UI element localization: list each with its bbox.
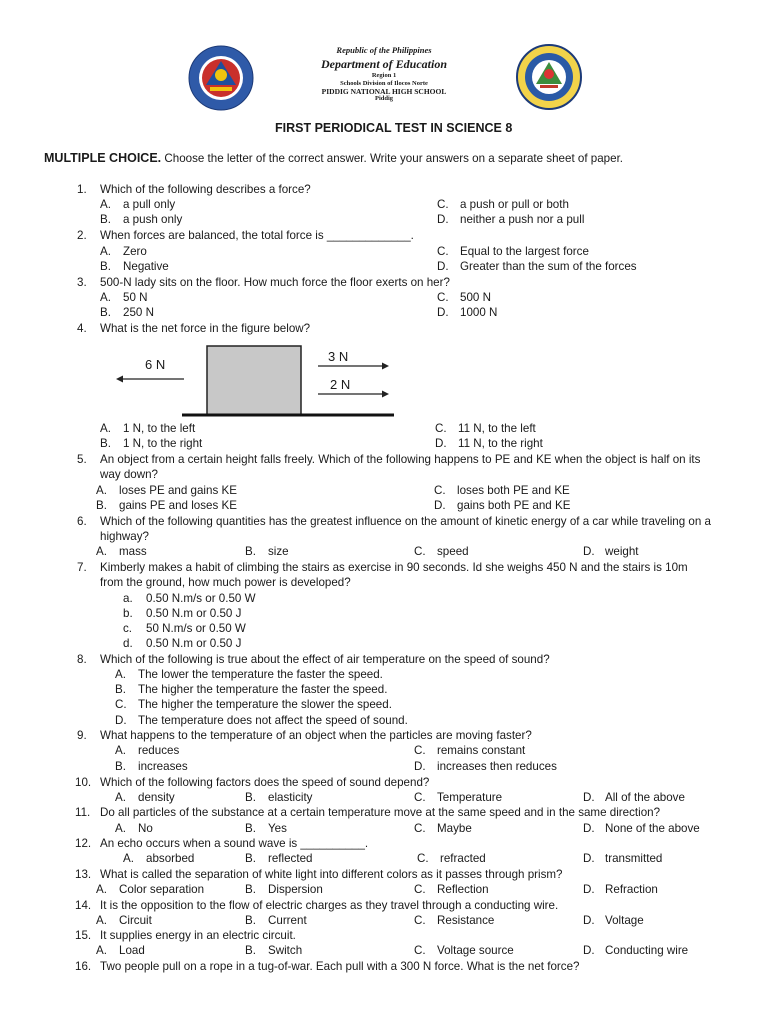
q4-letter-a: A. — [100, 422, 111, 435]
q7-letter-a: a. — [123, 592, 133, 605]
q5-text-line1: An object from a certain height falls freely. Which of the following happens to PE and KE when the object is half on its — [100, 453, 701, 466]
q8-letter-a: A. — [115, 668, 126, 681]
q14-option-c: Resistance — [437, 914, 495, 927]
q10-letter-b: B. — [245, 791, 256, 804]
q13-option-b: Dispersion — [268, 883, 323, 896]
q12-option-d: transmitted — [605, 852, 663, 865]
q2-option-d: Greater than the sum of the forces — [460, 260, 637, 273]
q3-letter-b: B. — [100, 306, 111, 319]
q15-letter-d: D. — [583, 944, 595, 957]
q6-option-d: weight — [605, 545, 639, 558]
q11-option-c: Maybe — [437, 822, 472, 835]
q3-letter-c: C. — [437, 291, 449, 304]
q7-text-line2: from the ground, how much power is developed? — [100, 576, 351, 589]
instructions-text: Choose the letter of the correct answer. Write your answers on a separate sheet of paper. — [164, 152, 624, 165]
q11-letter-b: B. — [245, 822, 256, 835]
label-2n: 2 N — [330, 377, 351, 392]
q9-option-d: increases then reduces — [437, 760, 557, 773]
q15-letter-c: C. — [414, 944, 426, 957]
q8-letter-c: C. — [115, 698, 127, 711]
q15-letter-a: A. — [96, 944, 107, 957]
q11-option-d: None of the above — [605, 822, 700, 835]
force-diagram — [110, 340, 400, 422]
q6-letter-a: A. — [96, 545, 107, 558]
q9-option-a: reduces — [138, 744, 180, 757]
q4-option-c: 11 N, to the left — [458, 422, 536, 435]
q14-number: 14. — [75, 899, 92, 912]
q6-text-line1: Which of the following quantities has the greatest influence on the amount of kinetic energy of a car while traveling on a — [100, 515, 711, 528]
q1-option-d: neither a push nor a pull — [460, 213, 585, 226]
school-line: PIDDIG NATIONAL HIGH SCHOOL — [321, 87, 447, 96]
q7-letter-d: d. — [123, 637, 133, 650]
q14-text: It is the opposition to the flow of electric charges as they travel through a conducting wire. — [100, 899, 559, 912]
q2-letter-c: C. — [437, 245, 449, 258]
q6-option-c: speed — [437, 545, 469, 558]
q9-text: What happens to the temperature of an object when the particles are moving faster? — [100, 729, 532, 742]
q6-number: 6. — [77, 515, 87, 528]
left-arrowhead — [116, 376, 123, 383]
region-line: Region 1 — [371, 72, 397, 79]
q16-text: Two people pull on a rope in a tug-of-war. Each pull with a 300 N force. What is the net force? — [100, 960, 580, 973]
q9-number: 9. — [77, 729, 87, 742]
q4-text: What is the net force in the figure below? — [100, 322, 311, 335]
q5-option-b: gains PE and loses KE — [119, 499, 237, 512]
q3-option-c: 500 N — [460, 291, 491, 304]
q12-option-b: reflected — [268, 852, 313, 865]
q13-letter-c: C. — [414, 883, 426, 896]
q9-option-c: remains constant — [437, 744, 526, 757]
q13-option-d: Refraction — [605, 883, 658, 896]
town-line: Piddig — [374, 95, 394, 102]
division-line: Schools Division of Ilocos Norte — [340, 80, 428, 87]
q10-letter-a: A. — [115, 791, 126, 804]
q6-option-a: mass — [119, 545, 147, 558]
q9-letter-d: D. — [414, 760, 426, 773]
instructions — [44, 151, 623, 166]
q11-number: 11. — [75, 806, 91, 819]
q1-number: 1. — [77, 183, 87, 196]
q2-number: 2. — [77, 229, 87, 242]
q12-letter-d: D. — [583, 852, 595, 865]
q9-letter-c: C. — [414, 744, 426, 757]
q1-letter-a: A. — [100, 198, 111, 211]
test-title: FIRST PERIODICAL TEST IN SCIENCE 8 — [275, 121, 513, 135]
q15-option-d: Conducting wire — [605, 944, 689, 957]
q13-option-a: Color separation — [119, 883, 205, 896]
q4-option-a: 1 N, to the left — [123, 422, 196, 435]
q10-option-b: elasticity — [268, 791, 313, 804]
q15-letter-b: B. — [245, 944, 256, 957]
q2-letter-d: D. — [437, 260, 449, 273]
q9-letter-b: B. — [115, 760, 126, 773]
q1-letter-b: B. — [100, 213, 111, 226]
q15-option-a: Load — [119, 944, 145, 957]
q14-letter-b: B. — [245, 914, 256, 927]
q8-number: 8. — [77, 653, 87, 666]
q5-number: 5. — [77, 453, 87, 466]
q8-option-b: The higher the temperature the faster the speed. — [138, 683, 388, 696]
q16-number: 16. — [75, 960, 92, 973]
q5-letter-b: B. — [96, 499, 107, 512]
q1-letter-c: C. — [437, 198, 449, 211]
q7-option-a: 0.50 N.m/s or 0.50 W — [146, 592, 256, 605]
q11-letter-d: D. — [583, 822, 595, 835]
q1-option-b: a push only — [123, 213, 183, 226]
q15-number: 15. — [75, 929, 92, 942]
q14-option-b: Current — [268, 914, 307, 927]
q11-letter-a: A. — [115, 822, 126, 835]
q15-option-c: Voltage source — [437, 944, 514, 957]
q5-option-d: gains both PE and KE — [457, 499, 571, 512]
q7-letter-c: c. — [123, 622, 133, 635]
right-arrowhead-top — [382, 363, 389, 370]
q2-text: When forces are balanced, the total force is _____________. — [100, 229, 414, 242]
q11-option-a: No — [138, 822, 153, 835]
q3-letter-d: D. — [437, 306, 449, 319]
q3-letter-a: A. — [100, 291, 111, 304]
department-line: Department of Education — [320, 57, 447, 71]
q5-letter-d: D. — [434, 499, 446, 512]
q13-letter-b: B. — [245, 883, 256, 896]
q11-text: Do all particles of the substance at a certain temperature move at the same speed and in the same direction? — [100, 806, 661, 819]
q10-option-c: Temperature — [437, 791, 503, 804]
q12-letter-b: B. — [245, 852, 256, 865]
q12-letter-a: A. — [123, 852, 134, 865]
q12-letter-c: C. — [417, 852, 429, 865]
q4-option-d: 11 N, to the right — [458, 437, 543, 450]
q2-letter-a: A. — [100, 245, 111, 258]
q1-letter-d: D. — [437, 213, 449, 226]
q5-text-line2: way down? — [100, 468, 159, 481]
q7-option-c: 50 N.m/s or 0.50 W — [146, 622, 246, 635]
q2-option-c: Equal to the largest force — [460, 245, 589, 258]
q4-letter-c: C. — [435, 422, 447, 435]
q9-letter-a: A. — [115, 744, 126, 757]
q2-option-a: Zero — [123, 245, 147, 258]
q9-option-b: increases — [138, 760, 188, 773]
q8-text: Which of the following is true about the effect of air temperature on the speed of sound? — [100, 653, 550, 666]
q14-letter-c: C. — [414, 914, 426, 927]
q6-letter-c: C. — [414, 545, 426, 558]
q4-option-b: 1 N, to the right — [123, 437, 203, 450]
q15-option-b: Switch — [268, 944, 303, 957]
q5-letter-c: C. — [434, 484, 446, 497]
q8-letter-b: B. — [115, 683, 126, 696]
q8-option-d: The temperature does not affect the speed of sound. — [138, 714, 408, 727]
q10-number: 10. — [75, 776, 92, 789]
label-3n: 3 N — [328, 349, 349, 364]
q5-option-c: loses both PE and KE — [457, 484, 570, 497]
republic-line: Republic of the Philippines — [336, 45, 432, 55]
q5-option-a: loses PE and gains KE — [119, 484, 237, 497]
q8-option-c: The higher the temperature the slower the speed. — [138, 698, 392, 711]
q4-number: 4. — [77, 322, 87, 335]
q4-letter-b: B. — [100, 437, 111, 450]
q10-option-a: density — [138, 791, 175, 804]
q13-number: 13. — [75, 868, 92, 881]
q13-letter-a: A. — [96, 883, 107, 896]
q12-number: 12. — [75, 837, 92, 850]
q6-text-line2: highway? — [100, 530, 149, 543]
q15-text: It supplies energy in an electric circuit. — [100, 929, 296, 942]
q11-letter-c: C. — [414, 822, 426, 835]
q5-letter-a: A. — [96, 484, 107, 497]
q8-letter-d: D. — [115, 714, 127, 727]
q7-letter-b: b. — [123, 607, 133, 620]
label-6n: 6 N — [145, 357, 166, 372]
q7-option-d: 0.50 N.m or 0.50 J — [146, 637, 242, 650]
q10-letter-c: C. — [414, 791, 426, 804]
q10-letter-d: D. — [583, 791, 595, 804]
q8-option-a: The lower the temperature the faster the speed. — [138, 668, 383, 681]
q3-text: 500-N lady sits on the floor. How much force the floor exerts on her? — [100, 276, 450, 289]
q14-option-d: Voltage — [605, 914, 644, 927]
q7-text-line1: Kimberly makes a habit of climbing the stairs as exercise in 90 seconds. Id she weighs 450 N and the stairs is 10m — [100, 561, 688, 574]
q6-letter-d: D. — [583, 545, 595, 558]
q1-text: Which of the following describes a force? — [100, 183, 311, 196]
instructions-label: MULTIPLE CHOICE. — [44, 151, 162, 165]
right-arrowhead-bottom — [382, 391, 389, 398]
q6-letter-b: B. — [245, 545, 256, 558]
q13-text: What is called the separation of white light into different colors as it passes through prism? — [100, 868, 563, 881]
q1-option-a: a pull only — [123, 198, 176, 211]
q3-option-d: 1000 N — [460, 306, 498, 319]
q14-letter-d: D. — [583, 914, 595, 927]
block-box — [207, 346, 301, 415]
q4-letter-d: D. — [435, 437, 447, 450]
q14-option-a: Circuit — [119, 914, 152, 927]
q14-letter-a: A. — [96, 914, 107, 927]
q6-option-b: size — [268, 545, 289, 558]
q10-text: Which of the following factors does the speed of sound depend? — [100, 776, 430, 789]
q3-option-b: 250 N — [123, 306, 154, 319]
q13-option-c: Reflection — [437, 883, 489, 896]
q1-option-c: a push or pull or both — [460, 198, 569, 211]
q7-option-b: 0.50 N.m or 0.50 J — [146, 607, 242, 620]
q11-option-b: Yes — [268, 822, 287, 835]
q12-option-c: refracted — [440, 852, 486, 865]
q2-option-b: Negative — [123, 260, 169, 273]
q7-number: 7. — [77, 561, 87, 574]
q12-option-a: absorbed — [146, 852, 195, 865]
q13-letter-d: D. — [583, 883, 595, 896]
q2-letter-b: B. — [100, 260, 111, 273]
q3-number: 3. — [77, 276, 87, 289]
q3-option-a: 50 N — [123, 291, 148, 304]
q12-text: An echo occurs when a sound wave is __________. — [100, 837, 369, 850]
q10-option-d: All of the above — [605, 791, 685, 804]
